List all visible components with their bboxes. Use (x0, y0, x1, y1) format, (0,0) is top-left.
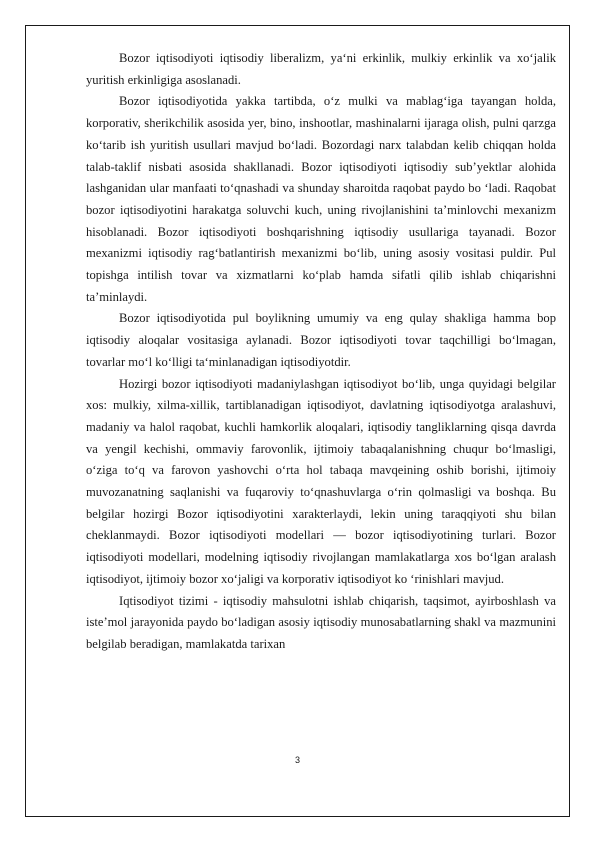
paragraph: Bozor iqtisodiyoti iqtisodiy liberalizm, ya‘ni erkinlik, mulkiy erkinlik va xo‘jalik yuritish erkinligiga asoslanadi. (86, 51, 556, 87)
body-text (86, 48, 556, 656)
paragraph: Iqtisodiyot tizimi - iqtisodiy mahsulotni ishlab chiqarish, taqsimot, ayirboshlash va iste’mol jarayonida paydo bo‘ladigan asosiy iqtisodiy munosabatlarning shakl va mazmunini belgilab beradigan, mamlakatda tarixan (86, 593, 556, 651)
page-number: 3 (294, 755, 300, 765)
paragraph: Bozor iqtisodiyotida pul boylikning umumiy va eng qulay shakliga hamma bop iqtisodiy aloqalar vositasiga aylanadi. Bozor iqtisodiyoti tovar taqchilligi bo‘lmagan, tovarlar mo‘l ko‘lligi ta‘minlanadigan iqtisodiyotdir. (86, 311, 556, 369)
paragraph: Hozirgi bozor iqtisodiyoti madaniylashgan iqtisodiyot bo‘lib, unga quyidagi belgilar xos: mulkiy, xilma-xillik, tartiblanadigan iqtisodiyot, davlatning iqtisodiyotga aralashuvi, madaniy va halol raqobat, kuchli hamkorlik aloqalari, iqtisodiy tangliklarning qisqa davrda va yengil kechishi, ommaviy farovonlik, ijtimoiy tabaqalanishning chuqur bo‘lmasligi, o‘ziga to‘q va farovon yashovchi o‘rta hol tabaqa mavqeining oshib borishi, ijtimoiy muvozanatning saqlanishi va fuqaroviy to‘qnashuvlarga o‘rin qolmasligi va boshqa. Bu belgilar hozirgi Bozor iqtisodiyotini xarakterlaydi, lekin uning taraqqiyoti shu bilan cheklanmaydi. Bozor iqtisodiyoti modellari — bozor iqtisodiyotining turlari. Bozor iqtisodiyoti modellari, modelning iqtisodiy rivojlangan mamlakatlarga xos bo‘lgan aralash iqtisodiyot, ijtimoiy bozor xo‘jaligi va korporativ iqtisodiyot ko ‘rinishlari mavjud. (86, 376, 556, 586)
paragraph: Bozor iqtisodiyotida yakka tartibda, o‘z mulki va mablag‘iga tayangan holda, korporativ, sherikchilik asosida yer, bino, inshootlar, mashinalarni ijaraga olish, pulni qarzga ko‘tarib ish yuritish usullari mavjud bo‘ladi. Bozordagi narx talabdan kelib chiqqan holda talab-taklif nisbati asosida shakllanadi. Bozor iqtisodiyoti iqtisodiy sub’yektlar alohida lashganidan ular manfaati to‘qnashadi va shunday sharoitda raqobat paydo bo ‘ladi. Raqobat bozor iqtisodiyotini harakatga soluvchi kuch, uning rivojlanishini ta’minlovchi mexanizm hisoblanadi. Bozor iqtisodiyoti boshqarishning iqtisodiy usullariga tayanadi. Bozor mexanizmi iqtisodiy rag‘batlantirish mexanizmi bo‘lib, uning asosiy vositasi puldir. Pul topishga intilish tovar va xizmatlarni ko‘plab hamda sifatli qilib ishlab chiqarishni ta’minlaydi. (86, 94, 556, 304)
